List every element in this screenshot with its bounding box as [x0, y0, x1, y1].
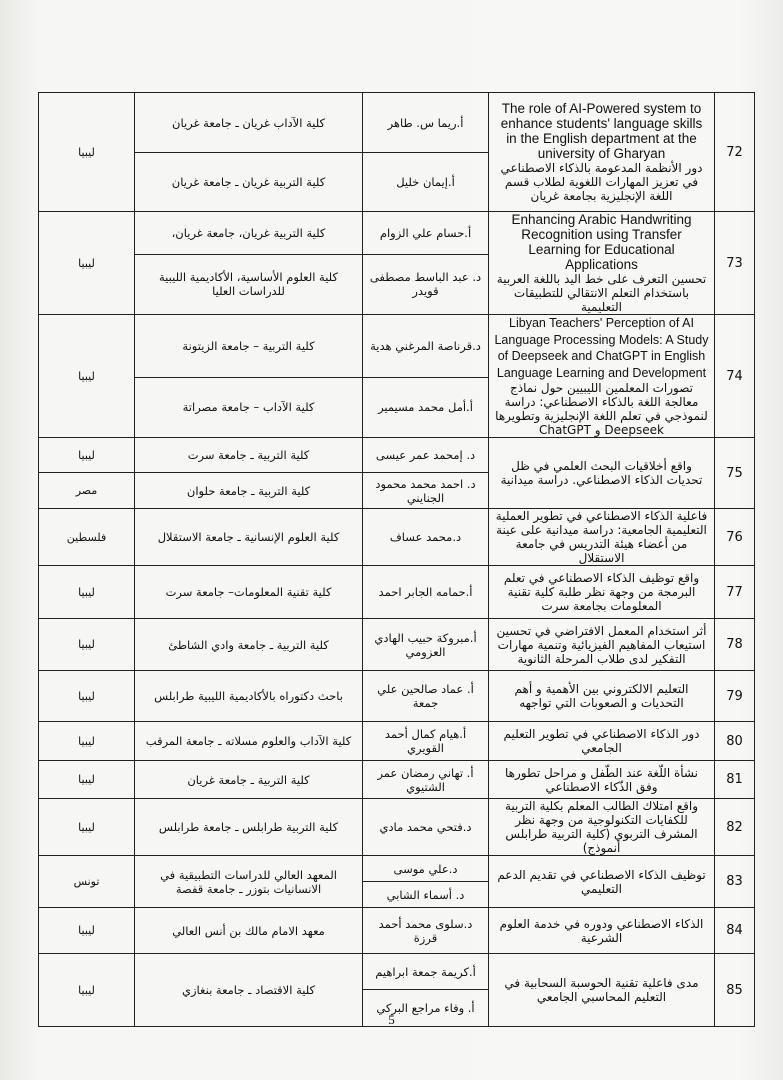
- author-affiliation: كلية التربية ـ جامعة وادي الشاطئ: [135, 619, 363, 671]
- paper-title: دور الذكاء الاصطناعي في تطوير التعليم الجامعي: [489, 722, 715, 761]
- country: ليبيا: [39, 761, 135, 799]
- page-number: 5: [388, 1012, 395, 1027]
- paper-title-arabic: تصورات المعلمين الليبيين حول نماذج معالجة اللغة بالذكاء الاصطناعي: دراسة لنموذجي في تعلم اللغة الإنجليزية وتطويرها Deepseek و ChatGPT: [495, 381, 708, 437]
- country: ليبيا: [39, 566, 135, 619]
- author-affiliation: باحث دكتوراه بالأكاديمية الليبية طرابلس: [135, 671, 363, 722]
- table-row: [39, 438, 755, 473]
- author-name: د.سلوى محمد أحمد قرزة: [363, 908, 489, 954]
- paper-title: فاعلية الذكاء الاصطناعي في تطوير العملية التعليمية الجامعية: دراسة ميدانية على عينة من أعضاء هيئة التدريس في جامعة الاستقلال: [489, 509, 715, 566]
- paper-title-english: The role of AI-Powered system to enhance students' language skills in the English department at the university of Gharyan: [500, 101, 703, 161]
- author-name: أ. وفاء مراجع البركي: [363, 990, 489, 1027]
- country: ليبيا: [39, 671, 135, 722]
- paper-title: [489, 315, 715, 438]
- author-name: د. أسماء الشابي: [363, 882, 489, 908]
- author-name: د. عبد الباسط مصطفى قويدر: [363, 254, 489, 314]
- paper-title: واقع أخلاقيات البحث العلمي في ظل تحديات الذكاء الاصطناعي. دراسة ميدانية: [489, 438, 715, 509]
- table-row: [39, 93, 755, 153]
- author-affiliation: معهد الامام مالك بن أنس العالي: [135, 908, 363, 954]
- author-affiliation: كلية الاقتصاد ـ جامعة بنغازي: [135, 954, 363, 1027]
- author-affiliation: كلية الآداب والعلوم مسلاته ـ جامعة المرقب: [135, 722, 363, 761]
- author-name: أ. تهاني رمضان عمر الشتيوي: [363, 761, 489, 799]
- paper-title: [489, 93, 715, 212]
- author-affiliation: كلية التربية ـ جامعة حلوان: [135, 473, 363, 509]
- country: ليبيا: [39, 908, 135, 954]
- paper-title: واقع توظيف الذكاء الاصطناعي في تعلم البرمجة من وجهة نظر طلبة كلية تقنية المعلومات بجامعة سرت: [489, 566, 715, 619]
- row-number: 72: [715, 93, 755, 212]
- author-name: د. احمد محمد محمود الجنايني: [363, 473, 489, 509]
- author-affiliation: كلية العلوم الإنسانية ـ جامعة الاستقلال: [135, 509, 363, 566]
- country: ليبيا: [39, 799, 135, 856]
- author-name: د. إمحمد عمر عيسى: [363, 438, 489, 473]
- row-number: 76: [715, 509, 755, 566]
- paper-title: [489, 212, 715, 315]
- country: ليبيا: [39, 438, 135, 473]
- row-number: 81: [715, 761, 755, 799]
- author-affiliation: كلية تقنية المعلومات– جامعة سرت: [135, 566, 363, 619]
- table-row: [39, 212, 755, 255]
- table-row: [39, 619, 755, 671]
- author-name: أ.أمل محمد مسيمير: [363, 377, 489, 438]
- table-row: [39, 671, 755, 722]
- row-number: 78: [715, 619, 755, 671]
- paper-title: مدى فاعلية تقنية الحوسبة السحابية في التعليم المحاسبي الجامعي: [489, 954, 715, 1027]
- author-name: د.محمد عساف: [363, 509, 489, 566]
- row-number: 80: [715, 722, 755, 761]
- author-affiliation: كلية الآداب غريان ـ جامعة غريان: [135, 93, 363, 153]
- row-number: 73: [715, 212, 755, 315]
- country: ليبيا: [39, 954, 135, 1027]
- row-number: 77: [715, 566, 755, 619]
- row-number: 85: [715, 954, 755, 1027]
- paper-title-english: Enhancing Arabic Handwriting Recognition using Transfer Learning for Educational Applications: [511, 212, 692, 272]
- paper-title: التعليم الالكتروني بين الأهمية و أهم التحديات و الصعوبات التي تواجهه: [489, 671, 715, 722]
- author-affiliation: كلية التربية – جامعة الزيتونة: [135, 315, 363, 378]
- table-row: [39, 799, 755, 856]
- table-row: [39, 761, 755, 799]
- row-number: 75: [715, 438, 755, 509]
- author-name: أ.كريمة جمعة ابراهيم: [363, 954, 489, 990]
- paper-title-arabic: تحسين التعرف على خط اليد باللغة العربية باستخدام التعلم الانتقالي للتطبيقات التعليمية: [496, 272, 707, 314]
- author-name: د.قرناصة المرغني هدية: [363, 315, 489, 378]
- paper-title: توظيف الذكاء الاصطناعي في تقديم الدعم التعليمي: [489, 856, 715, 908]
- country: ليبيا: [39, 315, 135, 438]
- author-affiliation: كلية الآداب – جامعة مصراتة: [135, 377, 363, 438]
- country: مصر: [39, 473, 135, 509]
- author-affiliation: المعهد العالي للدراسات التطبيقية في الانسانيات بتوزر ـ جامعة قفصة: [135, 856, 363, 908]
- country: ليبيا: [39, 619, 135, 671]
- paper-title: نشأة اللّغة عند الطّفل و مراحل تطورها وفق الذّكاء الاصطناعي: [489, 761, 715, 799]
- author-affiliation: كلية التربية غريان ـ جامعة غريان: [135, 153, 363, 212]
- author-name: د.فتحي محمد مادي: [363, 799, 489, 856]
- country: ليبيا: [39, 212, 135, 315]
- author-name: د.علي موسى: [363, 856, 489, 882]
- country: تونس: [39, 856, 135, 908]
- author-affiliation: كلية التربية طرابلس ـ جامعة طرابلس: [135, 799, 363, 856]
- table-row: [39, 722, 755, 761]
- paper-title: أثر استخدام المعمل الافتراضي في تحسين استيعاب المفاهيم الفيزيائية وتنمية مهارات التفكير لدى طلاب المرحلة الثانوية: [489, 619, 715, 671]
- author-name: أ.حسام علي الزوام: [363, 212, 489, 255]
- author-name: أ.حمامه الجابر احمد: [363, 566, 489, 619]
- row-number: 82: [715, 799, 755, 856]
- table-row: [39, 566, 755, 619]
- table-row: [39, 908, 755, 954]
- author-name: أ.إيمان خليل: [363, 153, 489, 212]
- author-affiliation: كلية التربية ـ جامعة غريان: [135, 761, 363, 799]
- author-affiliation: كلية التربية ـ جامعة سرت: [135, 438, 363, 473]
- country: ليبيا: [39, 722, 135, 761]
- paper-title: الذكاء الاصطناعي ودوره في خدمة العلوم الشرعية: [489, 908, 715, 954]
- author-name: أ.ريما س. طاهر: [363, 93, 489, 153]
- table-row: [39, 315, 755, 378]
- country: فلسطين: [39, 509, 135, 566]
- table-row: [39, 856, 755, 882]
- row-number: 84: [715, 908, 755, 954]
- table-row: [39, 509, 755, 566]
- row-number: 79: [715, 671, 755, 722]
- author-affiliation: كلية التربية غريان، جامعة غريان،: [135, 212, 363, 255]
- participants-table: [38, 92, 755, 1027]
- table-row: [39, 954, 755, 990]
- author-affiliation: كلية العلوم الأساسية، الأكاديمية الليبية للدراسات العليا: [135, 254, 363, 314]
- paper-title: واقع امتلاك الطالب المعلم بكلية التربية للكفايات التكنولوجية من وجهة نظر المشرف التربوي (كلية التربية طرابلس أنموذج): [489, 799, 715, 856]
- author-name: أ. عماد صالحين علي جمعة: [363, 671, 489, 722]
- paper-title-english: Libyan Teachers' Perception of AI Language Processing Models: A Study of Deepseek and ChatGPT in English Language Learning and Development: [494, 316, 709, 380]
- paper-title-arabic: دور الأنظمة المدعومة بالذكاء الاصطناعي في تعزيز المهارات اللغوية لطلاب قسم اللغة الإنجليزية بجامعة غريان: [500, 161, 703, 203]
- country: ليبيا: [39, 93, 135, 212]
- row-number: 74: [715, 315, 755, 438]
- author-name: أ.هيام كمال أحمد القويري: [363, 722, 489, 761]
- author-name: أ.مبروكة حبيب الهادي العزومي: [363, 619, 489, 671]
- row-number: 83: [715, 856, 755, 908]
